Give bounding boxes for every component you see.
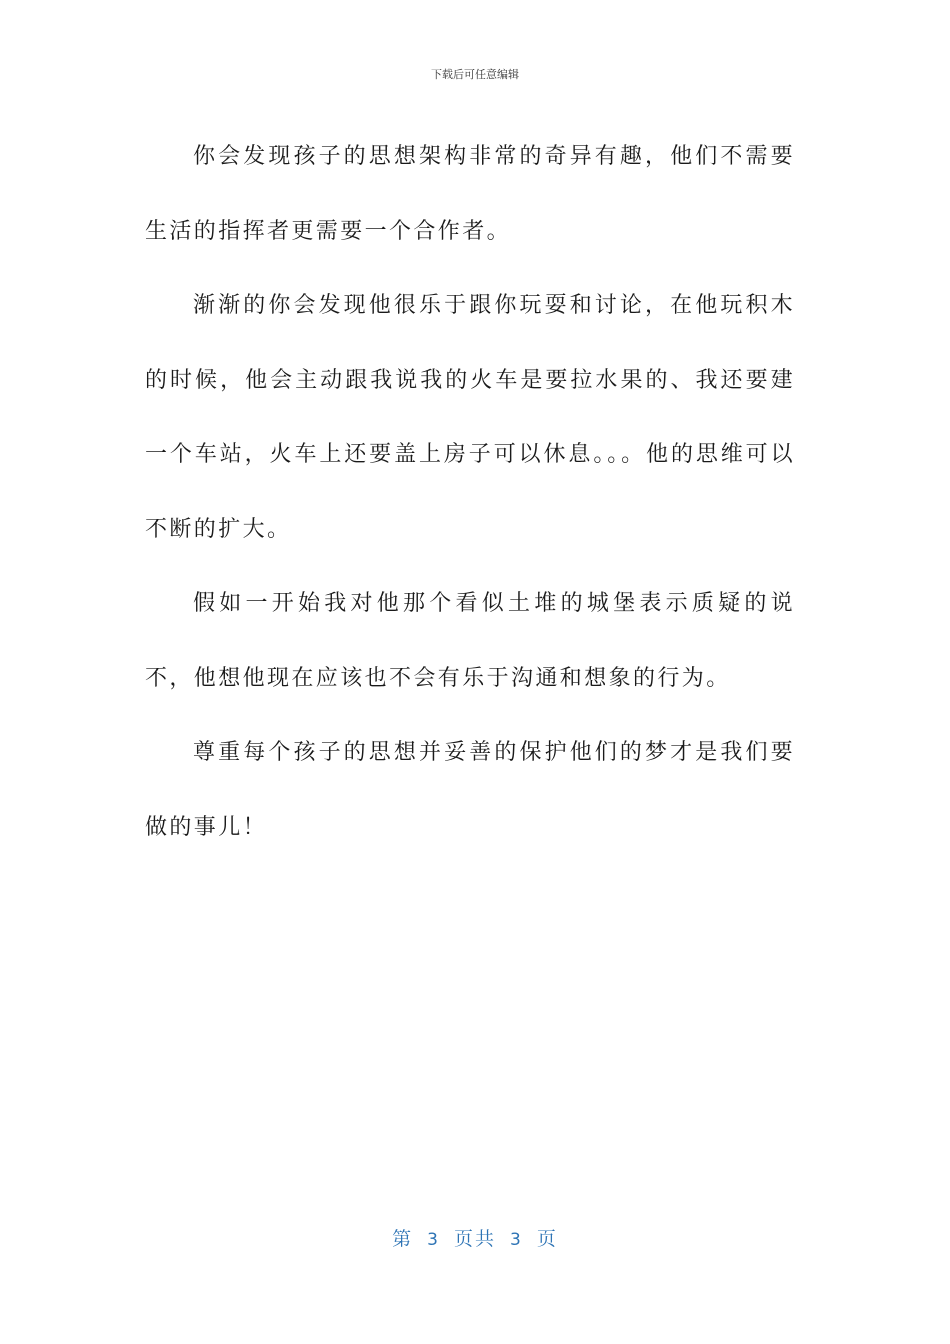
- footer-suffix: 页: [536, 1228, 558, 1250]
- page-footer: [0, 1224, 950, 1251]
- footer-current-page: 3: [427, 1230, 440, 1250]
- paragraph-2: 渐渐的你会发现他很乐于跟你玩耍和讨论，在他玩积木的时候，他会主动跟我说我的火车是要拉水果的、我还要建一个车站，火车上还要盖上房子可以休息。。。他的思维可以不断的扩大。: [145, 293, 795, 542]
- paragraph-1: 你会发现孩子的思想架构非常的奇异有趣，他们不需要生活的指挥者更需要一个合作者。: [145, 144, 795, 244]
- paragraph-4: 尊重每个孩子的思想并妥善的保护他们的梦才是我们要做的事儿！: [145, 740, 795, 840]
- footer-prefix: 第: [392, 1228, 414, 1250]
- footer-total-pages: 3: [510, 1230, 523, 1250]
- header-note: 下载后可任意编辑: [431, 68, 519, 81]
- document-body: [145, 120, 795, 865]
- footer-middle: 页共: [453, 1228, 496, 1250]
- paragraph-3: 假如一开始我对他那个看似土堆的城堡表示质疑的说不，他想他现在应该也不会有乐于沟通和想象的行为。: [145, 591, 795, 691]
